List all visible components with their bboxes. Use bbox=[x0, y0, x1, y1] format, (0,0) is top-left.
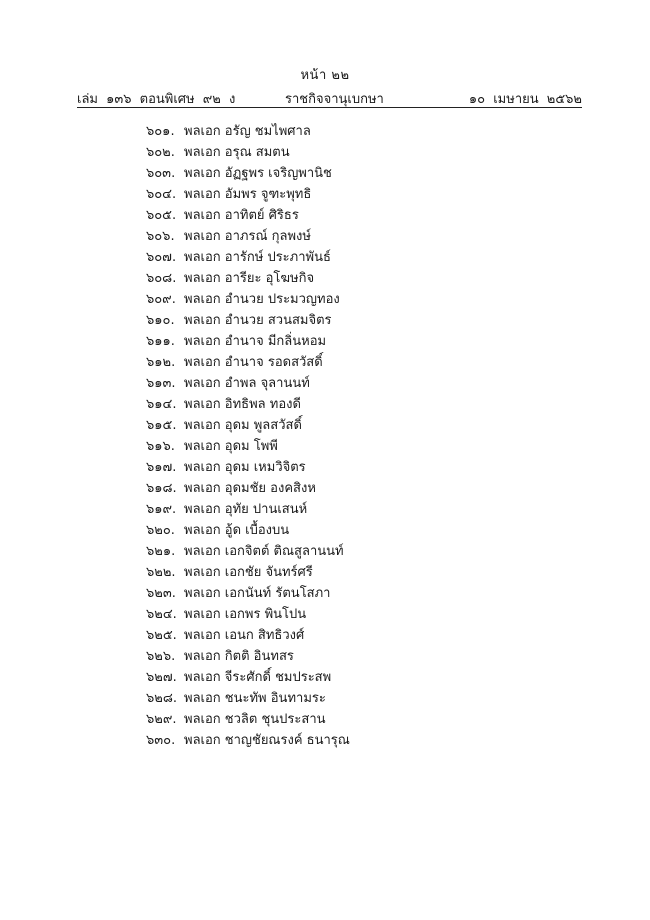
list-item bbox=[146, 499, 350, 520]
item-number: ๖๐๘. bbox=[146, 271, 177, 286]
list-item bbox=[146, 667, 350, 688]
list-item bbox=[146, 373, 350, 394]
item-number: ๖๑๕. bbox=[146, 418, 177, 433]
list-item bbox=[146, 478, 350, 499]
item-number: ๖๑๒. bbox=[146, 355, 176, 370]
list-item bbox=[146, 142, 350, 163]
item-name: พลเอก ชวลิต ชุนประสาน bbox=[184, 712, 326, 727]
item-name: พลเอก อุดม โพพี bbox=[184, 439, 278, 454]
item-name: พลเอก อัมพร จูฑะพุทธิ bbox=[184, 187, 312, 202]
list-item bbox=[146, 709, 350, 730]
running-header bbox=[77, 88, 582, 108]
item-name: พลเอก เอนก สิทธิวงศ์ bbox=[184, 628, 305, 643]
item-number: ๖๐๗. bbox=[146, 250, 177, 265]
item-number: ๖๒๖. bbox=[146, 649, 176, 664]
item-number: ๖๑๑. bbox=[146, 334, 175, 349]
list-item bbox=[146, 226, 350, 247]
list-item bbox=[146, 688, 350, 709]
item-name: พลเอก อรัญ ชมไพศาล bbox=[184, 124, 311, 139]
item-name: พลเอก เอกพร พินโปน bbox=[184, 607, 307, 622]
item-number: ๖๒๙. bbox=[146, 712, 177, 727]
list-item bbox=[146, 457, 350, 478]
item-number: ๖๑๗. bbox=[146, 460, 177, 475]
page-number: หน้า ๒๒ bbox=[300, 68, 350, 83]
item-number: ๖๐๙. bbox=[146, 292, 176, 307]
item-name: พลเอก ชาญชัยณรงค์ ธนารุณ bbox=[184, 733, 350, 748]
list-item bbox=[146, 184, 350, 205]
list-item bbox=[146, 247, 350, 268]
item-number: ๖๐๑. bbox=[146, 124, 175, 139]
item-name: พลเอก อำพล จุลานนท์ bbox=[184, 376, 310, 391]
list-item bbox=[146, 163, 350, 184]
item-number: ๖๑๙. bbox=[146, 502, 177, 517]
list-item bbox=[146, 625, 350, 646]
item-name: พลเอก อรุณ สมตน bbox=[184, 145, 290, 160]
item-number: ๖๑๔. bbox=[146, 397, 177, 412]
item-number: ๖๑๓. bbox=[146, 376, 176, 391]
list-item bbox=[146, 205, 350, 226]
item-name: พลเอก อุทัย ปานเสนห์ bbox=[184, 502, 308, 517]
item-number: ๖๐๔. bbox=[146, 187, 177, 202]
item-name: พลเอก อัฏฐพร เจริญพานิช bbox=[184, 166, 332, 181]
item-name: พลเอก อาทิตย์ ศิริธร bbox=[184, 208, 299, 223]
item-number: ๖๒๔. bbox=[146, 607, 177, 622]
header-date: ๑๐ เมษายน ๒๕๖๒ bbox=[468, 92, 582, 107]
item-number: ๖๑๖. bbox=[146, 439, 175, 454]
item-number: ๖๒๕. bbox=[146, 628, 177, 643]
item-number: ๖๒๘. bbox=[146, 691, 177, 706]
item-name: พลเอก เอกจิตต์ ติณสูลานนท์ bbox=[184, 544, 344, 559]
item-name: พลเอก อำนาจ มีกลิ่นหอม bbox=[184, 334, 327, 349]
item-name: พลเอก กิตติ อินทสร bbox=[184, 649, 294, 664]
item-name: พลเอก เอกนันท์ รัตนโสภา bbox=[184, 586, 331, 601]
item-number: ๖๐๓. bbox=[146, 166, 176, 181]
item-number: ๖๓๐. bbox=[146, 733, 176, 748]
list-item bbox=[146, 583, 350, 604]
item-number: ๖๒๒. bbox=[146, 565, 176, 580]
header-publication-title: ราชกิจจานุเบกษา bbox=[285, 92, 384, 107]
item-name: พลเอก อุดม พูลสวัสดิ์ bbox=[184, 418, 302, 433]
item-name: พลเอก อารียะ อุโฆษกิจ bbox=[184, 271, 315, 286]
item-name: พลเอก อำนาจ รอดสวัสดิ์ bbox=[184, 355, 323, 370]
list-item bbox=[146, 121, 350, 142]
item-name: พลเอก อู้ด เบื้องบน bbox=[184, 523, 290, 538]
item-name: พลเอก เอกชัย จันทร์ศรี bbox=[184, 565, 313, 580]
name-list bbox=[146, 121, 350, 751]
list-item bbox=[146, 268, 350, 289]
list-item bbox=[146, 415, 350, 436]
item-number: ๖๒๑. bbox=[146, 544, 176, 559]
item-number: ๖๐๒. bbox=[146, 145, 175, 160]
item-number: ๖๑๘. bbox=[146, 481, 177, 496]
list-item bbox=[146, 520, 350, 541]
list-item bbox=[146, 436, 350, 457]
item-name: พลเอก ชนะทัพ อินทามระ bbox=[184, 691, 326, 706]
list-item bbox=[146, 541, 350, 562]
item-name: พลเอก อุดม เหมวิจิตร bbox=[184, 460, 306, 475]
item-number: ๖๒๗. bbox=[146, 670, 177, 685]
item-name: พลเอก อิทธิพล ทองดี bbox=[184, 397, 301, 412]
list-item bbox=[146, 352, 350, 373]
item-name: พลเอก อารักษ์ ประภาพันธ์ bbox=[184, 250, 331, 265]
item-number: ๖๒๓. bbox=[146, 586, 176, 601]
item-number: ๖๒๐. bbox=[146, 523, 175, 538]
list-item bbox=[146, 331, 350, 352]
list-item bbox=[146, 604, 350, 625]
list-item bbox=[146, 289, 350, 310]
item-name: พลเอก อาภรณ์ กุลพงษ์ bbox=[184, 229, 311, 244]
list-item bbox=[146, 310, 350, 331]
list-item bbox=[146, 394, 350, 415]
header-divider bbox=[77, 107, 582, 108]
item-name: พลเอก อุดมชัย องคสิงห bbox=[184, 481, 316, 496]
item-name: พลเอก จีระศักดิ์ ชมประสพ bbox=[184, 670, 332, 685]
item-name: พลเอก อำนวย สวนสมจิตร bbox=[184, 313, 332, 328]
header-volume-info: เล่ม ๑๓๖ ตอนพิเศษ ๙๒ ง bbox=[77, 92, 236, 107]
list-item bbox=[146, 646, 350, 667]
item-number: ๖๑๐. bbox=[146, 313, 175, 328]
item-number: ๖๐๖. bbox=[146, 229, 175, 244]
item-name: พลเอก อำนวย ประมวญทอง bbox=[184, 292, 340, 307]
list-item bbox=[146, 562, 350, 583]
item-number: ๖๐๕. bbox=[146, 208, 177, 223]
list-item bbox=[146, 730, 350, 751]
